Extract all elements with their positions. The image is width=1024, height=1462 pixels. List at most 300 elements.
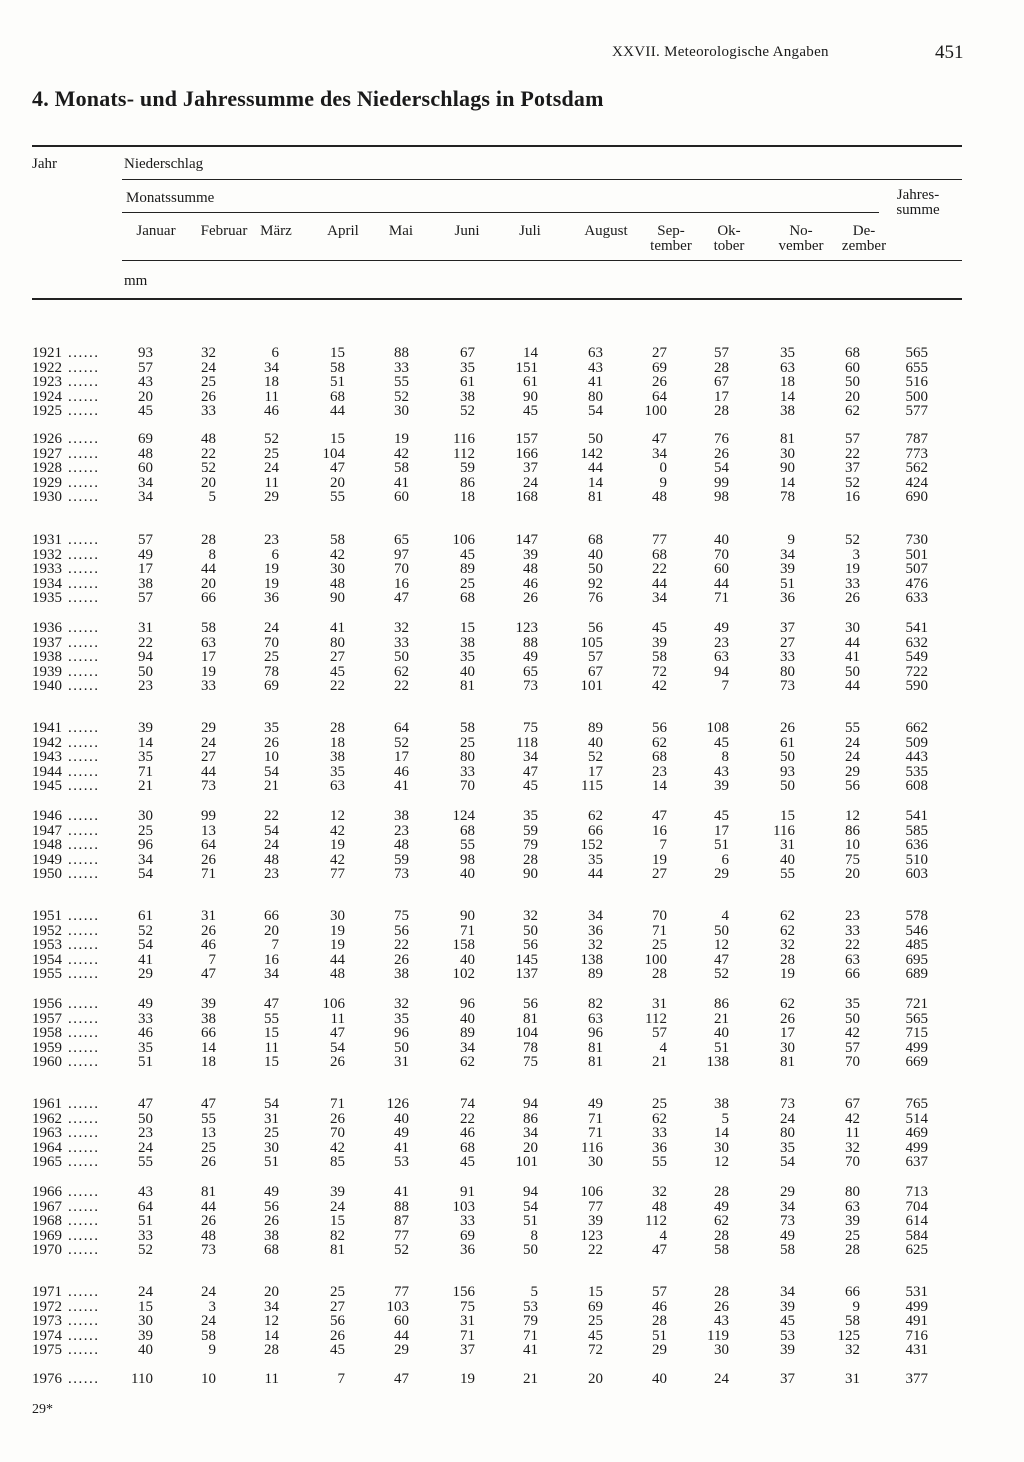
month-value-cell: 62 <box>780 996 795 1012</box>
month-value-cell: 9 <box>787 532 795 548</box>
month-value-cell: 58 <box>460 720 475 736</box>
month-value-cell: 40 <box>588 735 603 751</box>
month-value-cell: 26 <box>330 1111 345 1127</box>
month-value-cell: 142 <box>580 446 603 462</box>
month-value-cell: 19 <box>264 576 279 592</box>
month-header-line: März <box>260 223 292 239</box>
month-value-cell: 51 <box>138 1054 153 1070</box>
month-value-cell: 28 <box>714 360 729 376</box>
month-value-cell: 86 <box>523 1111 538 1127</box>
month-value-cell: 7 <box>721 678 729 694</box>
month-value-cell: 55 <box>138 1154 153 1170</box>
month-value-cell: 57 <box>652 1025 667 1041</box>
month-value-cell: 115 <box>581 778 603 794</box>
month-value-cell: 68 <box>330 389 345 405</box>
month-value-cell: 126 <box>386 1096 409 1112</box>
month-value-cell: 63 <box>714 649 729 665</box>
month-value-cell: 18 <box>201 1054 216 1070</box>
month-value-cell: 7 <box>337 1371 345 1387</box>
month-value-cell: 34 <box>460 1040 475 1056</box>
table-row <box>0 432 1024 447</box>
table-row <box>0 1026 1024 1041</box>
annual-sum-cell: 516 <box>905 374 928 390</box>
year-value: 1933 <box>32 561 62 577</box>
jahressumme-line-1: Jahres- <box>896 187 940 203</box>
month-value-cell: 59 <box>523 823 538 839</box>
month-value-cell: 61 <box>780 735 795 751</box>
month-value-cell: 54 <box>523 1199 538 1215</box>
month-value-cell: 29 <box>264 489 279 505</box>
annual-sum-cell: 632 <box>905 635 928 651</box>
month-value-cell: 45 <box>523 403 538 419</box>
month-header-line: Sep- <box>657 223 685 239</box>
month-value-cell: 50 <box>845 374 860 390</box>
month-value-cell: 57 <box>138 360 153 376</box>
month-value-cell: 61 <box>460 374 475 390</box>
month-value-cell: 81 <box>588 489 603 505</box>
month-value-cell: 35 <box>523 808 538 824</box>
annual-sum-cell: 721 <box>905 996 928 1012</box>
month-value-cell: 168 <box>515 489 538 505</box>
month-value-cell: 3 <box>208 1299 216 1315</box>
month-value-cell: 75 <box>460 1299 475 1315</box>
month-value-cell: 22 <box>394 937 409 953</box>
month-value-cell: 63 <box>588 345 603 361</box>
annual-sum-cell: 541 <box>905 808 928 824</box>
year-leader: ...... <box>68 489 100 505</box>
month-value-cell: 26 <box>652 374 667 390</box>
table-row <box>0 1012 1024 1027</box>
month-value-cell: 21 <box>714 1011 729 1027</box>
year-leader: ...... <box>68 345 100 361</box>
month-value-cell: 21 <box>652 1054 667 1070</box>
month-value-cell: 55 <box>845 720 860 736</box>
monatssumme-rule <box>122 212 879 213</box>
month-value-cell: 37 <box>460 1342 475 1358</box>
month-value-cell: 21 <box>523 1371 538 1387</box>
month-value-cell: 71 <box>330 1096 345 1112</box>
year-cell <box>32 909 100 924</box>
annual-sum-cell: 614 <box>905 1213 928 1229</box>
month-value-cell: 90 <box>460 908 475 924</box>
year-value: 1927 <box>32 446 62 462</box>
annual-sum-cell: 625 <box>905 1242 928 1258</box>
month-value-cell: 5 <box>721 1111 729 1127</box>
month-value-cell: 29 <box>780 1184 795 1200</box>
month-value-cell: 40 <box>460 952 475 968</box>
table-row <box>0 967 1024 982</box>
table-row <box>0 1200 1024 1215</box>
table-row <box>0 736 1024 751</box>
month-value-cell: 24 <box>780 1111 795 1127</box>
year-leader: ...... <box>68 735 100 751</box>
year-leader: ...... <box>68 1328 100 1344</box>
month-value-cell: 3 <box>852 547 860 563</box>
month-value-cell: 39 <box>780 1342 795 1358</box>
month-value-cell: 32 <box>588 937 603 953</box>
month-value-cell: 66 <box>845 1284 860 1300</box>
month-value-cell: 22 <box>588 1242 603 1258</box>
month-value-cell: 17 <box>714 389 729 405</box>
month-value-cell: 63 <box>845 952 860 968</box>
month-value-cell: 56 <box>264 1199 279 1215</box>
month-value-cell: 16 <box>845 489 860 505</box>
year-leader: ...... <box>68 460 100 476</box>
month-value-cell: 80 <box>330 635 345 651</box>
month-value-cell: 124 <box>452 808 475 824</box>
year-leader: ...... <box>68 1154 100 1170</box>
month-value-cell: 15 <box>264 1025 279 1041</box>
niederschlag-rule <box>122 179 962 180</box>
month-value-cell: 52 <box>138 1242 153 1258</box>
month-value-cell: 52 <box>394 735 409 751</box>
month-value-cell: 23 <box>714 635 729 651</box>
month-value-cell: 24 <box>264 460 279 476</box>
month-value-cell: 89 <box>588 966 603 982</box>
annual-sum-cell: 713 <box>905 1184 928 1200</box>
year-value: 1926 <box>32 431 62 447</box>
month-value-cell: 47 <box>330 460 345 476</box>
month-value-cell: 58 <box>330 360 345 376</box>
month-value-cell: 27 <box>652 866 667 882</box>
month-value-cell: 11 <box>264 1040 279 1056</box>
month-value-cell: 68 <box>652 749 667 765</box>
month-value-cell: 80 <box>588 389 603 405</box>
annual-sum-cell: 500 <box>905 389 928 405</box>
month-value-cell: 89 <box>460 1025 475 1041</box>
month-value-cell: 14 <box>201 1040 216 1056</box>
month-value-cell: 23 <box>394 823 409 839</box>
month-value-cell: 48 <box>394 837 409 853</box>
month-value-cell: 28 <box>652 1313 667 1329</box>
annual-sum-cell: 704 <box>905 1199 928 1215</box>
month-value-cell: 38 <box>460 389 475 405</box>
month-value-cell: 47 <box>330 1025 345 1041</box>
table-row <box>0 938 1024 953</box>
month-value-cell: 52 <box>845 475 860 491</box>
month-value-cell: 11 <box>330 1011 345 1027</box>
year-value: 1956 <box>32 996 62 1012</box>
year-value: 1921 <box>32 345 62 361</box>
footnote: 29* <box>32 1402 53 1417</box>
month-value-cell: 33 <box>201 403 216 419</box>
month-value-cell: 19 <box>845 561 860 577</box>
month-value-cell: 28 <box>523 852 538 868</box>
month-value-cell: 50 <box>523 1242 538 1258</box>
month-value-cell: 75 <box>523 1054 538 1070</box>
month-value-cell: 72 <box>588 1342 603 1358</box>
month-value-cell: 99 <box>714 475 729 491</box>
month-value-cell: 62 <box>588 808 603 824</box>
year-leader: ...... <box>68 908 100 924</box>
month-value-cell: 68 <box>588 532 603 548</box>
month-value-cell: 51 <box>714 837 729 853</box>
month-value-cell: 32 <box>652 1184 667 1200</box>
month-header <box>572 224 640 239</box>
month-value-cell: 71 <box>201 866 216 882</box>
table-row <box>0 490 1024 505</box>
month-value-cell: 39 <box>845 1213 860 1229</box>
table-row <box>0 461 1024 476</box>
month-value-cell: 45 <box>588 1328 603 1344</box>
annual-sum-cell: 578 <box>905 908 928 924</box>
month-value-cell: 47 <box>264 996 279 1012</box>
month-value-cell: 90 <box>330 590 345 606</box>
year-cell <box>32 809 100 824</box>
month-value-cell: 46 <box>138 1025 153 1041</box>
month-value-cell: 66 <box>201 590 216 606</box>
month-value-cell: 76 <box>714 431 729 447</box>
month-value-cell: 42 <box>330 823 345 839</box>
annual-sum-cell: 501 <box>905 547 928 563</box>
month-value-cell: 64 <box>394 720 409 736</box>
month-value-cell: 30 <box>714 1342 729 1358</box>
month-value-cell: 79 <box>523 837 538 853</box>
month-value-cell: 94 <box>523 1184 538 1200</box>
year-value: 1951 <box>32 908 62 924</box>
month-value-cell: 16 <box>394 576 409 592</box>
year-cell <box>32 1155 100 1170</box>
year-cell <box>32 650 100 665</box>
month-value-cell: 62 <box>714 1213 729 1229</box>
month-value-cell: 48 <box>523 561 538 577</box>
month-value-cell: 112 <box>453 446 475 462</box>
month-value-cell: 20 <box>201 475 216 491</box>
table-row <box>0 721 1024 736</box>
month-value-cell: 106 <box>322 996 345 1012</box>
month-value-cell: 32 <box>845 1342 860 1358</box>
month-value-cell: 68 <box>845 345 860 361</box>
month-value-cell: 67 <box>460 345 475 361</box>
month-value-cell: 67 <box>714 374 729 390</box>
month-value-cell: 35 <box>588 852 603 868</box>
month-value-cell: 58 <box>845 1313 860 1329</box>
year-value: 1941 <box>32 720 62 736</box>
table-row <box>0 476 1024 491</box>
month-value-cell: 78 <box>780 489 795 505</box>
month-value-cell: 45 <box>460 1154 475 1170</box>
table-row <box>0 390 1024 405</box>
month-value-cell: 78 <box>264 664 279 680</box>
month-header <box>695 224 763 254</box>
month-value-cell: 28 <box>714 403 729 419</box>
month-value-cell: 66 <box>264 908 279 924</box>
month-value-cell: 10 <box>845 837 860 853</box>
month-value-cell: 45 <box>330 664 345 680</box>
annual-sum-cell: 443 <box>905 749 928 765</box>
month-value-cell: 25 <box>460 735 475 751</box>
month-value-cell: 43 <box>138 1184 153 1200</box>
month-value-cell: 56 <box>523 996 538 1012</box>
month-value-cell: 69 <box>460 1228 475 1244</box>
year-cell <box>32 1343 100 1358</box>
month-value-cell: 25 <box>330 1284 345 1300</box>
year-leader: ...... <box>68 360 100 376</box>
month-value-cell: 24 <box>523 475 538 491</box>
month-value-cell: 89 <box>588 720 603 736</box>
month-value-cell: 22 <box>394 678 409 694</box>
month-value-cell: 64 <box>652 389 667 405</box>
month-value-cell: 11 <box>264 1371 279 1387</box>
month-value-cell: 44 <box>845 678 860 694</box>
year-value: 1937 <box>32 635 62 651</box>
month-value-cell: 47 <box>394 590 409 606</box>
month-value-cell: 25 <box>201 374 216 390</box>
month-value-cell: 41 <box>845 649 860 665</box>
year-value: 1948 <box>32 837 62 853</box>
month-value-cell: 20 <box>264 1284 279 1300</box>
annual-sum-cell: 499 <box>905 1140 928 1156</box>
year-value: 1965 <box>32 1154 62 1170</box>
table-row <box>0 650 1024 665</box>
year-value: 1961 <box>32 1096 62 1112</box>
month-value-cell: 71 <box>523 1328 538 1344</box>
month-value-cell: 26 <box>264 1213 279 1229</box>
month-value-cell: 85 <box>330 1154 345 1170</box>
month-value-cell: 68 <box>264 1242 279 1258</box>
month-value-cell: 104 <box>515 1025 538 1041</box>
month-value-cell: 20 <box>264 923 279 939</box>
annual-sum-cell: 695 <box>905 952 928 968</box>
month-value-cell: 42 <box>330 1140 345 1156</box>
year-cell <box>32 938 100 953</box>
month-value-cell: 69 <box>264 678 279 694</box>
month-value-cell: 34 <box>780 1199 795 1215</box>
month-value-cell: 34 <box>138 489 153 505</box>
month-value-cell: 27 <box>330 649 345 665</box>
month-value-cell: 38 <box>138 576 153 592</box>
table-row <box>0 621 1024 636</box>
month-header <box>433 224 501 239</box>
year-value: 1922 <box>32 360 62 376</box>
month-value-cell: 34 <box>523 1125 538 1141</box>
month-value-cell: 20 <box>330 475 345 491</box>
month-value-cell: 54 <box>780 1154 795 1170</box>
month-value-cell: 35 <box>330 764 345 780</box>
month-value-cell: 94 <box>714 664 729 680</box>
month-value-cell: 104 <box>322 446 345 462</box>
month-value-cell: 25 <box>264 1125 279 1141</box>
month-value-cell: 39 <box>780 561 795 577</box>
month-value-cell: 38 <box>264 1228 279 1244</box>
month-value-cell: 17 <box>714 823 729 839</box>
year-leader: ...... <box>68 532 100 548</box>
month-value-cell: 71 <box>588 1111 603 1127</box>
month-value-cell: 50 <box>138 664 153 680</box>
month-value-cell: 39 <box>714 778 729 794</box>
year-leader: ...... <box>68 1284 100 1300</box>
month-value-cell: 34 <box>138 475 153 491</box>
table-row <box>0 562 1024 577</box>
table-row <box>0 1055 1024 1070</box>
month-value-cell: 81 <box>780 1054 795 1070</box>
month-value-cell: 28 <box>330 720 345 736</box>
month-value-cell: 93 <box>138 345 153 361</box>
month-value-cell: 11 <box>264 475 279 491</box>
year-value: 1924 <box>32 389 62 405</box>
year-cell <box>32 1372 100 1387</box>
month-value-cell: 138 <box>706 1054 729 1070</box>
annual-sum-cell: 773 <box>905 446 928 462</box>
year-value: 1928 <box>32 460 62 476</box>
month-value-cell: 156 <box>452 1284 475 1300</box>
month-value-cell: 12 <box>264 1313 279 1329</box>
month-value-cell: 40 <box>714 532 729 548</box>
month-value-cell: 42 <box>330 852 345 868</box>
month-value-cell: 68 <box>652 547 667 563</box>
month-value-cell: 33 <box>138 1228 153 1244</box>
month-header-line: No- <box>789 223 813 239</box>
annual-sum-cell: 531 <box>905 1284 928 1300</box>
annual-sum-cell: 765 <box>905 1096 928 1112</box>
month-value-cell: 15 <box>588 1284 603 1300</box>
month-value-cell: 8 <box>530 1228 538 1244</box>
annual-sum-cell: 377 <box>905 1371 928 1387</box>
month-value-cell: 19 <box>264 561 279 577</box>
month-value-cell: 22 <box>652 561 667 577</box>
month-value-cell: 9 <box>659 475 667 491</box>
month-value-cell: 26 <box>201 1213 216 1229</box>
annual-sum-cell: 491 <box>905 1313 928 1329</box>
year-value: 1960 <box>32 1054 62 1070</box>
month-value-cell: 98 <box>714 489 729 505</box>
month-value-cell: 82 <box>330 1228 345 1244</box>
column-header-niederschlag: Niederschlag <box>124 156 204 172</box>
month-value-cell: 24 <box>201 1313 216 1329</box>
month-value-cell: 65 <box>523 664 538 680</box>
month-header <box>496 224 564 239</box>
month-value-cell: 71 <box>588 1125 603 1141</box>
annual-sum-cell: 514 <box>905 1111 928 1127</box>
table-row <box>0 867 1024 882</box>
month-value-cell: 25 <box>264 649 279 665</box>
year-leader: ...... <box>68 547 100 563</box>
annual-sum-cell: 485 <box>905 937 928 953</box>
year-leader: ...... <box>68 778 100 794</box>
month-value-cell: 43 <box>714 764 729 780</box>
year-value: 1940 <box>32 678 62 694</box>
month-value-cell: 22 <box>201 446 216 462</box>
annual-sum-cell: 637 <box>905 1154 928 1170</box>
year-leader: ...... <box>68 966 100 982</box>
month-value-cell: 41 <box>588 374 603 390</box>
month-value-cell: 67 <box>588 664 603 680</box>
year-leader: ...... <box>68 1096 100 1112</box>
year-value: 1942 <box>32 735 62 751</box>
month-value-cell: 88 <box>394 1199 409 1215</box>
year-cell <box>32 1314 100 1329</box>
month-value-cell: 26 <box>330 1054 345 1070</box>
month-value-cell: 21 <box>138 778 153 794</box>
year-cell <box>32 1126 100 1141</box>
table-row <box>0 533 1024 548</box>
year-leader: ...... <box>68 561 100 577</box>
month-value-cell: 62 <box>780 923 795 939</box>
month-value-cell: 62 <box>652 1111 667 1127</box>
month-value-cell: 16 <box>652 823 667 839</box>
month-value-cell: 69 <box>138 431 153 447</box>
month-value-cell: 45 <box>780 1313 795 1329</box>
month-value-cell: 33 <box>652 1125 667 1141</box>
month-value-cell: 35 <box>845 996 860 1012</box>
month-value-cell: 40 <box>780 852 795 868</box>
month-value-cell: 4 <box>659 1228 667 1244</box>
month-value-cell: 97 <box>394 547 409 563</box>
month-value-cell: 47 <box>394 1371 409 1387</box>
month-value-cell: 52 <box>460 403 475 419</box>
month-value-cell: 25 <box>845 1228 860 1244</box>
month-value-cell: 22 <box>845 446 860 462</box>
